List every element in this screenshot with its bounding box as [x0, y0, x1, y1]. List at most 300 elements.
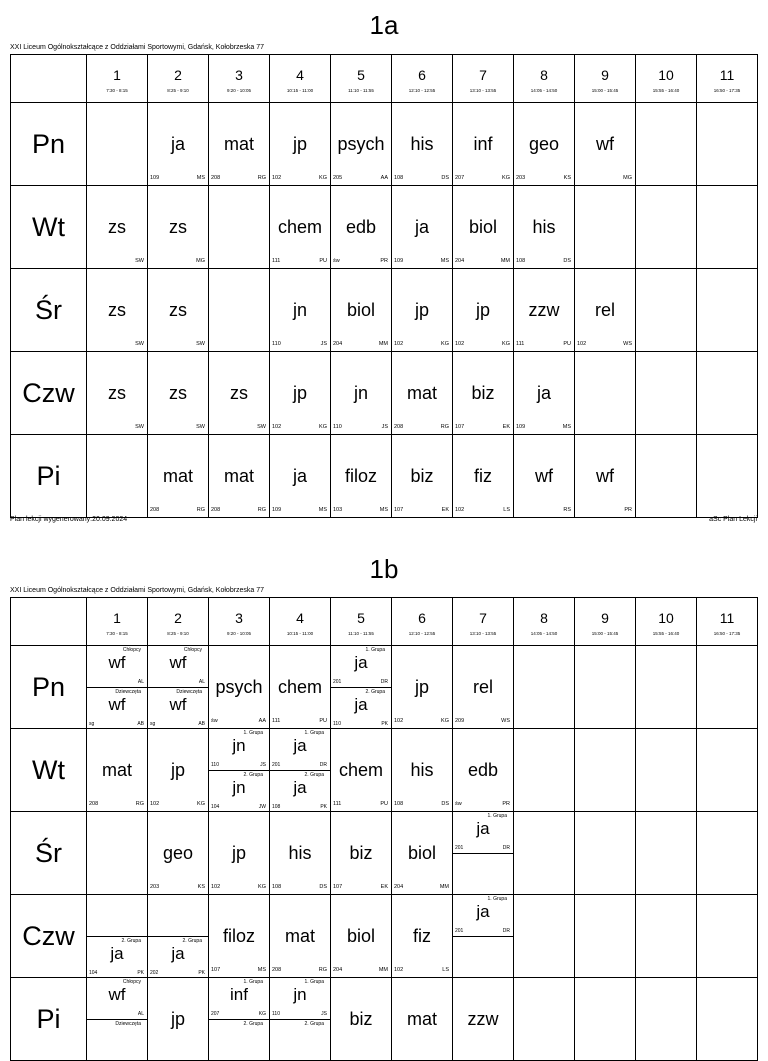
lesson-teacher: RG	[135, 801, 144, 807]
lesson-subject: mat	[223, 466, 254, 486]
period-number: 6	[418, 67, 426, 83]
lesson-room: 208	[211, 175, 221, 181]
lesson-teacher: AL	[137, 679, 144, 685]
lesson-cell	[208, 728, 270, 812]
lesson-subject: jn	[232, 736, 246, 755]
lesson-room: 102	[272, 175, 282, 181]
lesson-room: 109	[272, 507, 282, 513]
group-lesson	[148, 646, 208, 686]
lesson-subject: filoz	[222, 926, 255, 946]
lesson-cell	[635, 434, 697, 518]
lesson-teacher: JS	[260, 762, 266, 768]
lesson-cell	[147, 811, 209, 895]
lesson-teacher: MS	[257, 967, 266, 973]
lesson-teacher: DR	[502, 845, 510, 851]
period-number: 1	[113, 67, 121, 83]
lesson-cell	[452, 894, 514, 978]
lesson-cell	[208, 102, 270, 186]
lesson-teacher: KG	[319, 424, 327, 430]
lesson-cell	[391, 894, 453, 978]
lesson-room: sg	[89, 721, 95, 727]
group-lesson	[209, 978, 269, 1018]
lesson-cell	[330, 268, 392, 352]
lesson-cell	[86, 977, 148, 1061]
period-time: 9:20 - 10:05	[226, 631, 252, 636]
lesson-subject: jp	[475, 300, 490, 320]
lesson-room: 102	[150, 801, 160, 807]
period-header	[574, 597, 636, 646]
period-number: 11	[719, 67, 735, 83]
lesson-room: 110	[333, 424, 342, 430]
lesson-subject: zzw	[528, 300, 560, 320]
lesson-subject: ja	[476, 902, 490, 921]
lesson-room: 208	[150, 507, 160, 513]
lesson-room: 107	[211, 967, 221, 973]
lesson-teacher: RG	[318, 967, 327, 973]
lesson-teacher: KG	[441, 341, 449, 347]
period-time: 15:55 - 16:40	[652, 631, 680, 636]
lesson-teacher: PU	[319, 718, 327, 724]
group-name: Chłopcy	[183, 647, 202, 653]
lesson-teacher: MG	[196, 258, 205, 264]
lesson-room: 103	[333, 507, 343, 513]
lesson-subject: ja	[354, 695, 368, 714]
lesson-cell	[513, 728, 575, 812]
lesson-subject: zs	[169, 217, 187, 237]
lesson-room: 203	[516, 175, 526, 181]
lesson-cell	[269, 351, 331, 435]
corner-cell	[10, 54, 87, 103]
lesson-teacher: RG	[440, 424, 449, 430]
lesson-cell	[391, 977, 453, 1061]
lesson-room: 102	[455, 341, 465, 347]
lesson-subject: inf	[230, 985, 248, 1004]
lesson-cell	[330, 434, 392, 518]
lesson-subject: geo	[162, 843, 194, 863]
lesson-subject: jp	[292, 383, 307, 403]
lesson-room: 203	[150, 884, 160, 890]
lesson-cell	[269, 434, 331, 518]
lesson-cell	[513, 645, 575, 729]
lesson-subject: jn	[353, 383, 368, 403]
lesson-cell	[635, 268, 697, 352]
lesson-subject: rel	[594, 300, 615, 320]
lesson-subject: biol	[468, 217, 498, 237]
lesson-teacher: DS	[319, 884, 327, 890]
period-header	[696, 54, 758, 103]
lesson-room: 107	[394, 507, 404, 513]
lesson-teacher: KG	[319, 175, 327, 181]
period-header	[391, 597, 453, 646]
group-name: Chłopcy	[122, 979, 141, 985]
lesson-subject: biol	[346, 300, 376, 320]
lesson-subject: chem	[277, 217, 322, 237]
lesson-teacher: AL	[137, 1011, 144, 1017]
lesson-room: 110	[272, 341, 281, 347]
lesson-teacher: PR	[502, 801, 510, 807]
lesson-teacher: JW	[258, 804, 266, 810]
lesson-subject: mat	[162, 466, 193, 486]
lesson-subject: his	[410, 760, 434, 780]
period-number: 8	[540, 610, 548, 626]
lesson-teacher: SW	[135, 341, 144, 347]
lesson-cell	[452, 811, 514, 895]
lesson-subject: psych	[215, 677, 263, 697]
lesson-cell	[269, 811, 331, 895]
lesson-cell	[574, 977, 636, 1061]
lesson-room: 208	[272, 967, 282, 973]
lesson-cell	[208, 977, 270, 1061]
group-lesson	[209, 771, 269, 811]
lesson-cell	[147, 268, 209, 352]
lesson-room: 108	[272, 884, 282, 890]
lesson-teacher: MM	[439, 884, 449, 890]
group-name: Chłopcy	[122, 647, 141, 653]
day-label: Śr	[10, 811, 87, 895]
lesson-cell	[330, 645, 392, 729]
period-header	[513, 597, 575, 646]
lesson-teacher: PU	[319, 258, 327, 264]
lesson-teacher: SW	[196, 341, 205, 347]
lesson-subject: biol	[407, 843, 437, 863]
group-lesson	[87, 937, 147, 977]
lesson-subject: chem	[277, 677, 322, 697]
group-lesson	[87, 978, 147, 1018]
group-name: 1. Grupa	[365, 647, 385, 653]
period-header	[391, 54, 453, 103]
lesson-cell	[696, 102, 758, 186]
lesson-cell	[330, 351, 392, 435]
lesson-teacher: MS	[379, 507, 388, 513]
lesson-cell	[269, 645, 331, 729]
period-time: 11:10 - 11:55	[348, 88, 374, 93]
lesson-cell	[269, 102, 331, 186]
lesson-subject: biz	[349, 843, 373, 863]
lesson-cell	[452, 185, 514, 269]
lesson-cell	[513, 102, 575, 186]
period-number: 4	[296, 610, 304, 626]
lesson-subject: zs	[230, 383, 248, 403]
period-number: 4	[296, 67, 304, 83]
lesson-subject: ja	[170, 134, 185, 154]
period-header	[452, 597, 514, 646]
period-header	[147, 597, 209, 646]
lesson-subject: jp	[414, 677, 429, 697]
lesson-room: 102	[455, 507, 465, 513]
period-header	[330, 54, 392, 103]
lesson-cell	[330, 811, 392, 895]
group-name: 2. Grupa	[182, 938, 202, 944]
lesson-cell	[513, 811, 575, 895]
lesson-cell	[635, 894, 697, 978]
lesson-cell	[208, 811, 270, 895]
lesson-room: 209	[455, 718, 465, 724]
lesson-subject: ja	[292, 466, 307, 486]
lesson-teacher: LS	[503, 507, 510, 513]
lesson-cell	[635, 977, 697, 1061]
lesson-teacher: JS	[321, 1011, 327, 1017]
lesson-teacher: WS	[501, 718, 510, 724]
lesson-teacher: EK	[380, 884, 388, 890]
period-header	[696, 597, 758, 646]
period-header	[147, 54, 209, 103]
lesson-teacher: RG	[257, 507, 266, 513]
lesson-teacher: PK	[198, 970, 205, 976]
lesson-teacher: KS	[563, 175, 571, 181]
lesson-room: św	[211, 718, 218, 724]
lesson-subject: wf	[108, 695, 126, 714]
lesson-cell	[635, 185, 697, 269]
lesson-cell	[574, 268, 636, 352]
period-number: 7	[479, 610, 487, 626]
period-header	[269, 597, 331, 646]
lesson-subject: fiz	[474, 466, 492, 486]
day-label: Śr	[10, 268, 87, 352]
lesson-cell	[574, 351, 636, 435]
period-time: 8:25 - 9:10	[167, 631, 189, 636]
lesson-subject: mat	[101, 760, 132, 780]
group-lesson	[87, 1020, 147, 1060]
lesson-subject: his	[532, 217, 556, 237]
lesson-room: 104	[211, 804, 220, 810]
lesson-teacher: AB	[137, 721, 144, 727]
lesson-subject: jn	[293, 985, 307, 1004]
group-divider	[453, 936, 513, 937]
lesson-subject: ja	[171, 944, 185, 963]
lesson-subject: ja	[476, 819, 490, 838]
lesson-subject: jp	[170, 760, 185, 780]
lesson-subject: inf	[473, 134, 493, 154]
lesson-teacher: RG	[196, 507, 205, 513]
lesson-teacher: MS	[440, 258, 449, 264]
lesson-subject: edb	[345, 217, 377, 237]
group-name: Dziewczęta	[115, 1021, 141, 1027]
period-time: 14:05 - 14:50	[530, 88, 558, 93]
lesson-subject: wf	[596, 466, 614, 486]
lesson-teacher: EK	[502, 424, 510, 430]
period-number: 8	[540, 67, 548, 83]
lesson-teacher: PR	[380, 258, 388, 264]
lesson-cell	[574, 894, 636, 978]
lesson-room: sg	[150, 721, 156, 727]
lesson-cell	[208, 645, 270, 729]
group-name: 1. Grupa	[304, 730, 324, 736]
day-label: Pi	[10, 977, 87, 1061]
period-time: 7:30 - 8:15	[106, 631, 128, 636]
lesson-subject: jn	[232, 778, 246, 797]
group-name: 1. Grupa	[487, 896, 507, 902]
lesson-cell	[696, 894, 758, 978]
lesson-subject: chem	[338, 760, 383, 780]
group-lesson	[87, 688, 147, 728]
software-brand: aSc Plan Lekcji	[709, 516, 757, 523]
lesson-cell	[696, 351, 758, 435]
lesson-cell	[696, 977, 758, 1061]
lesson-subject: wf	[535, 466, 553, 486]
lesson-cell	[330, 185, 392, 269]
period-number: 1	[113, 610, 121, 626]
lesson-room: 108	[394, 801, 404, 807]
lesson-teacher: PK	[381, 721, 388, 727]
lesson-cell	[574, 728, 636, 812]
group-lesson	[331, 688, 391, 728]
lesson-room: 108	[516, 258, 526, 264]
lesson-cell	[269, 268, 331, 352]
period-number: 5	[357, 610, 365, 626]
class-title: 1b	[369, 554, 399, 584]
lesson-cell	[696, 434, 758, 518]
lesson-teacher: MG	[623, 175, 632, 181]
group-lesson	[270, 1020, 330, 1060]
lesson-room: św	[455, 801, 462, 807]
lesson-subject: ja	[414, 217, 429, 237]
lesson-subject: zs	[169, 383, 187, 403]
lesson-teacher: SW	[196, 424, 205, 430]
period-header	[635, 597, 697, 646]
lesson-cell	[147, 185, 209, 269]
lesson-subject: biol	[346, 926, 376, 946]
school-name: XXI Liceum Ogólnokształcące z Oddziałami Sportowymi, Gdańsk, Kołobrzeska 77	[10, 587, 265, 594]
lesson-cell	[147, 351, 209, 435]
lesson-subject: jn	[292, 300, 307, 320]
lesson-cell	[391, 811, 453, 895]
lesson-cell	[391, 434, 453, 518]
lesson-cell	[513, 351, 575, 435]
lesson-teacher: PK	[137, 970, 144, 976]
period-header	[208, 54, 270, 103]
day-label: Wt	[10, 728, 87, 812]
lesson-cell	[147, 977, 209, 1061]
lesson-subject: fiz	[413, 926, 431, 946]
lesson-cell	[513, 434, 575, 518]
lesson-cell	[269, 185, 331, 269]
lesson-teacher: MS	[562, 424, 571, 430]
lesson-subject: rel	[472, 677, 493, 697]
lesson-room: 111	[272, 258, 281, 264]
lesson-room: 108	[394, 175, 404, 181]
lesson-cell	[147, 645, 209, 729]
group-lesson	[453, 895, 513, 935]
lesson-cell	[86, 434, 148, 518]
group-lesson	[148, 937, 208, 977]
lesson-subject: his	[288, 843, 312, 863]
lesson-teacher: KG	[258, 1011, 266, 1017]
group-lesson	[148, 688, 208, 728]
group-name: 2. Grupa	[304, 772, 324, 778]
group-lesson	[270, 729, 330, 769]
lesson-cell	[147, 728, 209, 812]
lesson-subject: mat	[284, 926, 315, 946]
period-number: 9	[601, 67, 609, 83]
lesson-cell	[86, 728, 148, 812]
lesson-teacher: PR	[624, 507, 632, 513]
lesson-teacher: KG	[197, 801, 205, 807]
lesson-cell	[452, 351, 514, 435]
period-time: 7:30 - 8:15	[106, 88, 128, 93]
lesson-teacher: KG	[502, 341, 510, 347]
lesson-cell	[452, 268, 514, 352]
lesson-room: 109	[150, 175, 160, 181]
lesson-teacher: SW	[257, 424, 266, 430]
lesson-teacher: KG	[441, 718, 449, 724]
lesson-room: 111	[333, 801, 342, 807]
period-time: 8:25 - 9:10	[167, 88, 189, 93]
lesson-cell	[635, 728, 697, 812]
group-name: 2. Grupa	[365, 689, 385, 695]
period-header	[269, 54, 331, 103]
lesson-cell	[696, 645, 758, 729]
lesson-room: 102	[272, 424, 282, 430]
lesson-subject: jp	[414, 300, 429, 320]
lesson-cell	[391, 728, 453, 812]
period-header	[513, 54, 575, 103]
group-name: 1. Grupa	[304, 979, 324, 985]
lesson-cell	[208, 351, 270, 435]
lesson-teacher: MS	[318, 507, 327, 513]
lesson-room: 107	[333, 884, 343, 890]
lesson-room: 208	[394, 424, 404, 430]
lesson-cell	[574, 645, 636, 729]
group-name: 2. Grupa	[121, 938, 141, 944]
lesson-teacher: PU	[380, 801, 388, 807]
period-header	[635, 54, 697, 103]
lesson-room: 111	[516, 341, 525, 347]
period-number: 2	[174, 610, 182, 626]
period-header	[86, 597, 148, 646]
lesson-subject: wf	[108, 653, 126, 672]
lesson-subject: ja	[293, 736, 307, 755]
period-header	[452, 54, 514, 103]
period-time: 12:10 - 12:55	[408, 88, 436, 93]
lesson-teacher: DR	[319, 762, 327, 768]
lesson-subject: wf	[108, 985, 126, 1004]
lesson-cell	[574, 185, 636, 269]
period-time: 13:10 - 13:55	[469, 631, 497, 636]
day-label: Pn	[10, 645, 87, 729]
lesson-cell	[86, 645, 148, 729]
lesson-room: 205	[333, 175, 343, 181]
lesson-teacher: MS	[196, 175, 205, 181]
period-number: 11	[719, 610, 735, 626]
lesson-subject: wf	[169, 653, 187, 672]
generated-date: Plan lekcji wygenerowany:20.09.2024	[10, 516, 128, 523]
lesson-room: 109	[516, 424, 526, 430]
period-time: 15:00 - 15:45	[591, 631, 619, 636]
lesson-subject: zs	[108, 383, 126, 403]
period-number: 2	[174, 67, 182, 83]
lesson-subject: mat	[406, 1009, 437, 1029]
day-label: Wt	[10, 185, 87, 269]
lesson-cell	[391, 351, 453, 435]
day-label: Pn	[10, 102, 87, 186]
group-lesson	[209, 729, 269, 769]
lesson-room: 207	[211, 1011, 220, 1017]
lesson-cell	[696, 268, 758, 352]
lesson-subject: zs	[108, 217, 126, 237]
group-name: 2. Grupa	[304, 1021, 324, 1027]
period-time: 10:15 - 11:00	[286, 88, 314, 93]
lesson-cell	[391, 645, 453, 729]
lesson-room: 201	[455, 845, 464, 851]
lesson-subject: his	[410, 134, 434, 154]
lesson-teacher: JS	[320, 341, 327, 347]
lesson-teacher: JS	[381, 424, 388, 430]
lesson-cell	[208, 434, 270, 518]
lesson-teacher: DS	[441, 175, 449, 181]
lesson-teacher: AA	[258, 718, 266, 724]
lesson-cell	[86, 351, 148, 435]
lesson-cell	[513, 977, 575, 1061]
